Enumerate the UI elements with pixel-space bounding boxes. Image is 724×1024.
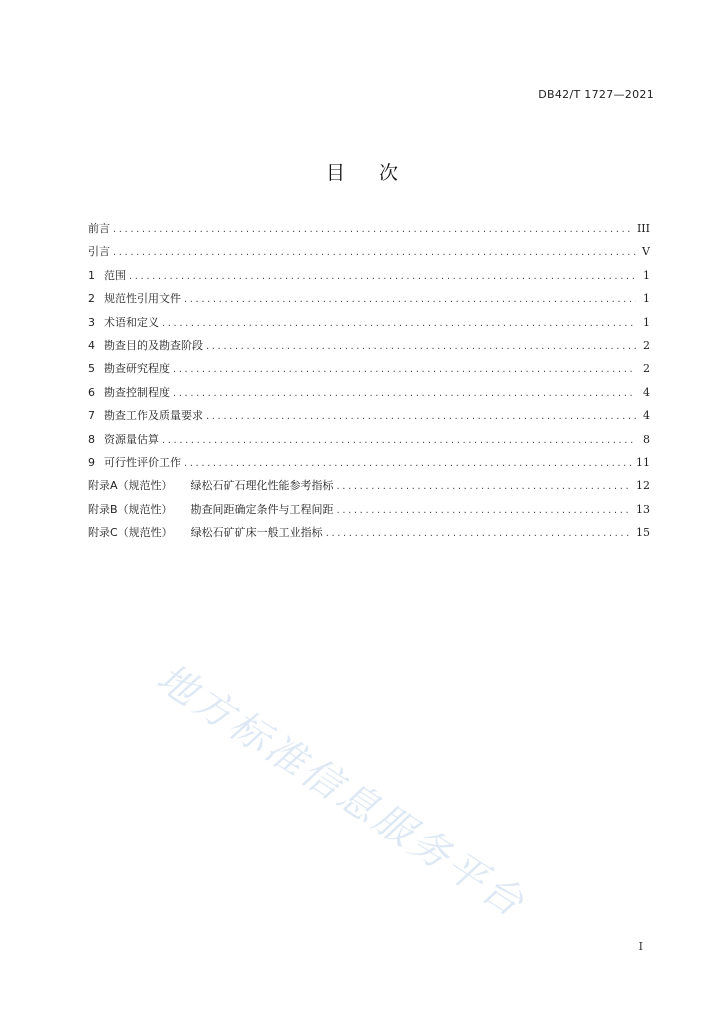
toc-entry-number: 8: [88, 432, 95, 446]
toc-entry-page: 8: [643, 432, 650, 446]
toc-entry-label: [88, 220, 110, 236]
toc-dot-leader: [173, 388, 636, 399]
toc-entry-appendix-prefix: 附录B（规范性）: [88, 502, 173, 516]
toc-entry-label: [88, 477, 334, 493]
toc-entry[interactable]: [88, 524, 650, 547]
toc-entry[interactable]: [88, 501, 650, 524]
watermark: 地方标准信息服务平台: [148, 655, 534, 928]
toc-entry-title: 资源量估算: [104, 432, 159, 446]
toc-entry-page: 15: [636, 526, 650, 540]
toc-entry-label: [88, 290, 181, 306]
toc-entry[interactable]: [88, 407, 650, 430]
toc-entry-page: 12: [636, 479, 650, 493]
toc-entry-label: [88, 243, 110, 259]
toc-entry[interactable]: [88, 360, 650, 383]
toc-entry-number: 6: [88, 385, 95, 399]
toc-entry-title: 勘查控制程度: [104, 385, 170, 399]
toc-entry-number: 7: [88, 409, 95, 423]
toc-entry[interactable]: [88, 314, 650, 337]
toc-dot-leader: [184, 294, 636, 305]
toc-entry-title: 术语和定义: [104, 315, 159, 329]
toc-entry-label: [88, 524, 323, 540]
toc-entry[interactable]: [88, 220, 650, 243]
toc-dot-leader: [162, 318, 636, 329]
toc-entry[interactable]: [88, 267, 650, 290]
toc-entry-page: 2: [643, 338, 650, 352]
toc-entry-title: 前言: [88, 222, 110, 235]
toc-entry-title: 可行性评价工作: [104, 455, 181, 469]
toc-entry-label: [88, 337, 203, 353]
toc-entry-title: 引言: [88, 245, 110, 259]
toc-entry[interactable]: [88, 243, 650, 266]
toc-dot-leader: [129, 271, 636, 282]
toc-entry[interactable]: [88, 290, 650, 313]
toc-entry-page: 1: [643, 315, 650, 329]
toc-dot-leader: [113, 247, 636, 258]
toc-entry-page: 4: [643, 409, 650, 423]
toc-entry-appendix-prefix: 附录C（规范性）: [88, 526, 173, 540]
toc-entry-page: 4: [643, 385, 650, 399]
toc-dot-leader: [206, 341, 636, 352]
toc-entry-number: 3: [88, 315, 95, 329]
toc-entry-title: 勘查间距确定条件与工程间距: [190, 502, 334, 516]
toc-dot-leader: [206, 411, 636, 422]
toc-entry[interactable]: [88, 384, 650, 407]
toc-entry[interactable]: [88, 431, 650, 454]
toc-entry-number: 4: [88, 338, 95, 352]
toc-dot-leader: [162, 435, 636, 446]
toc-entry-label: [88, 407, 203, 423]
toc-entry-page: 13: [636, 502, 650, 516]
toc-entry-label: [88, 431, 159, 447]
toc-entry-page: III: [636, 222, 650, 235]
toc-entry-title: 规范性引用文件: [104, 292, 181, 306]
toc-entry-title: 绿松石矿石理化性能参考指标: [190, 479, 334, 493]
toc-entry-page: 1: [643, 268, 650, 282]
toc-entry-page: 11: [636, 455, 650, 469]
toc-title: 目次: [325, 162, 432, 184]
toc-dot-leader: [326, 528, 632, 539]
toc-dot-leader: [113, 224, 633, 235]
toc-entry-page: 2: [643, 362, 650, 376]
toc-entry-label: [88, 384, 170, 400]
toc-entry-label: [88, 360, 170, 376]
toc-entry[interactable]: [88, 454, 650, 477]
toc-dot-leader: [337, 505, 632, 516]
toc-entry-title: 范围: [104, 268, 126, 282]
toc-entry-number: 2: [88, 292, 95, 306]
toc-entry-page: 1: [643, 292, 650, 306]
toc-entry-number: 9: [88, 455, 95, 469]
toc-entry-label: [88, 501, 334, 517]
document-code: DB42/T 1727—2021: [538, 88, 654, 101]
toc-entry-label: [88, 454, 181, 470]
toc-entry-title: 勘查目的及勘查阶段: [104, 338, 203, 352]
toc-entry-page: V: [642, 245, 650, 259]
toc-dot-leader: [173, 364, 636, 375]
toc-entry-label: [88, 267, 126, 283]
toc-dot-leader: [184, 458, 632, 469]
toc-entry[interactable]: [88, 337, 650, 360]
toc-entry-number: 5: [88, 362, 95, 376]
table-of-contents: [88, 220, 650, 547]
toc-entry-title: 绿松石矿矿床一般工业指标: [190, 526, 323, 540]
toc-entry-number: 1: [88, 268, 95, 282]
toc-entry-label: [88, 314, 159, 330]
toc-entry[interactable]: [88, 477, 650, 500]
page-number: I: [638, 940, 643, 953]
toc-entry-title: 勘查研究程度: [104, 362, 170, 376]
toc-entry-appendix-prefix: 附录A（规范性）: [88, 479, 173, 493]
toc-dot-leader: [337, 481, 632, 492]
toc-entry-title: 勘查工作及质量要求: [104, 409, 203, 423]
